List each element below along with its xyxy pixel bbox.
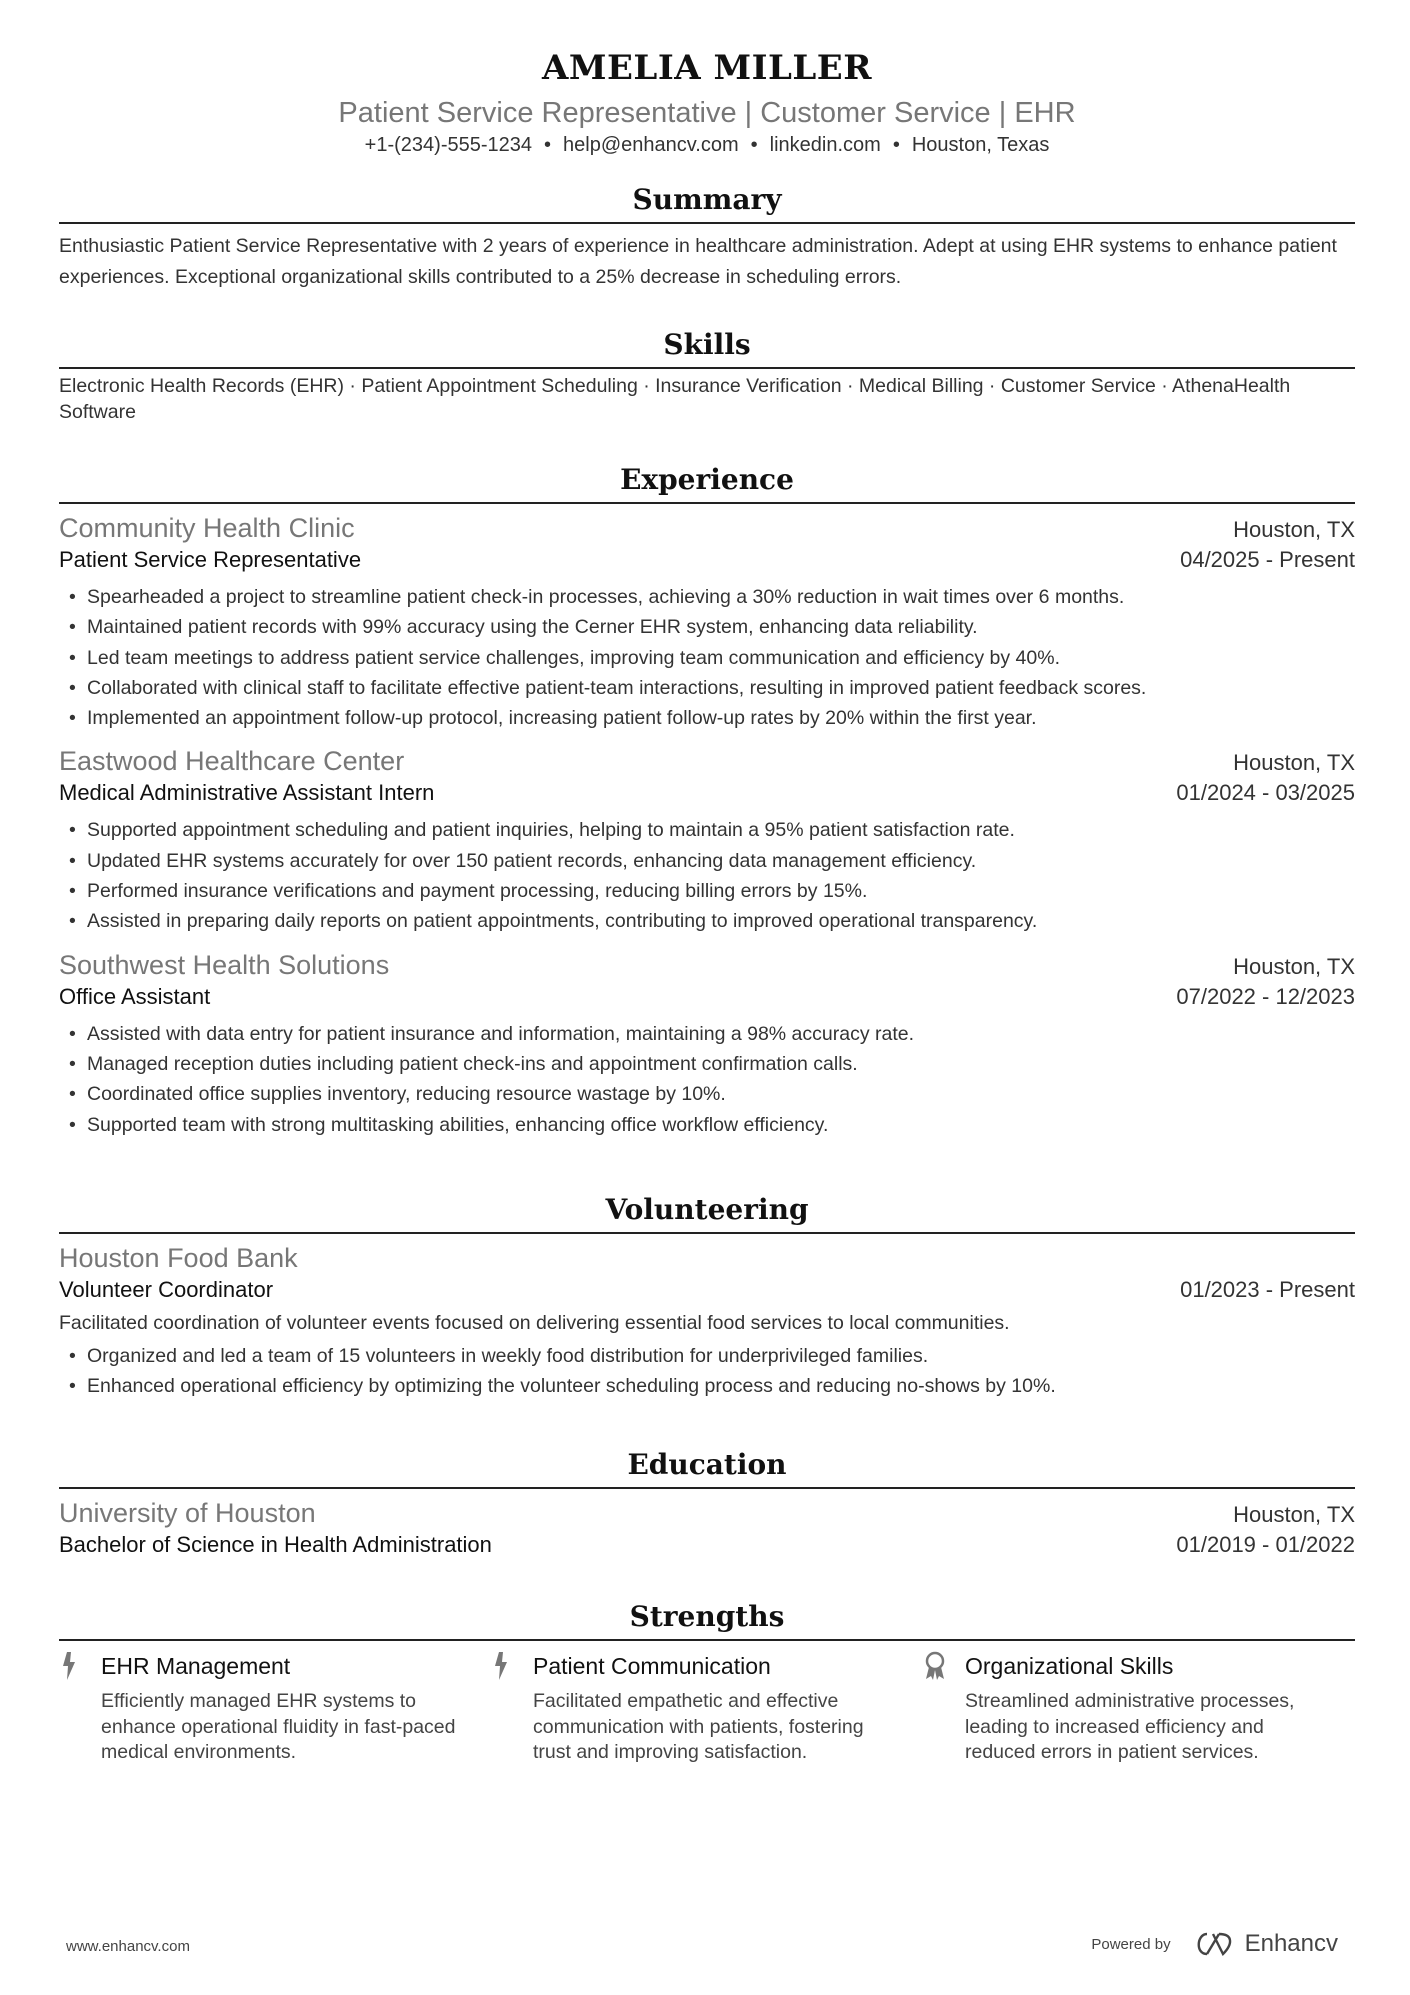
email-link[interactable]: help@enhancv.com — [563, 134, 739, 156]
enhancv-logo — [1193, 1930, 1338, 1958]
volunteering-section — [59, 1190, 1355, 1401]
company-name: Eastwood Healthcare Center — [59, 746, 405, 777]
section-title: Education — [627, 1448, 787, 1481]
headline: Patient Service Representative | Customer Service | EHR — [338, 97, 1076, 129]
section-title: Volunteering — [605, 1193, 809, 1226]
job-entry — [59, 743, 1355, 936]
degree: Bachelor of Science in Health Administration — [59, 1532, 492, 1557]
bullet: • Coordinated office supplies inventory, reducing resource wastage by 10%. — [59, 1079, 1355, 1109]
bullet: • Assisted in preparing daily reports on patient appointments, contributing to improved operational transparency. — [59, 906, 1355, 936]
strength-title: EHR Management — [101, 1653, 291, 1679]
location: Houston, TX — [1233, 517, 1355, 542]
divider — [59, 1487, 1355, 1489]
strength-item — [59, 1649, 491, 1766]
bullet: • Maintained patient records with 99% accuracy using the Cerner EHR system, enhancing data reliability. — [59, 612, 1355, 642]
divider — [59, 1639, 1355, 1641]
dates: 01/2024 - 03/2025 — [1176, 780, 1355, 806]
website-link[interactable]: www.enhancv.com — [66, 1938, 190, 1955]
section-title: Experience — [620, 463, 794, 496]
bullet: • Organized and led a team of 15 volunteers in weekly food distribution for underprivileged families. — [59, 1341, 1355, 1371]
divider — [59, 222, 1355, 224]
job-entry — [59, 947, 1355, 1140]
divider — [59, 1232, 1355, 1234]
section-title: Skills — [663, 328, 751, 361]
company-name: Community Health Clinic — [59, 513, 355, 543]
strength-description: Facilitated empathetic and effective communication with patients, fostering trust and improving satisfaction. — [533, 1690, 864, 1763]
strength-item — [491, 1649, 923, 1766]
description: Facilitated coordination of volunteer events focused on delivering essential food services to local communities. — [59, 1312, 1010, 1334]
candidate-name: AMELIA MILLER — [542, 48, 872, 88]
education-section — [59, 1445, 1355, 1563]
dates: 04/2025 - Present — [1180, 547, 1355, 572]
section-title: Strengths — [629, 1600, 785, 1633]
location: Houston, Texas — [911, 134, 1050, 156]
strengths-section — [59, 1597, 1355, 1766]
job-entry — [59, 510, 1355, 733]
powered-by-label: Powered by — [1091, 1935, 1171, 1953]
bullet: • Updated EHR systems accurately for over 150 patient records, enhancing data management efficiency. — [59, 846, 1355, 876]
summary-text: Enthusiastic Patient Service Representative with 2 years of experience in healthcare administration. Adept at using EHR systems to enhance patient experiences. Exceptional organizational skills contributed to a 25% decrease in scheduling errors. — [59, 235, 1337, 288]
linkedin-link[interactable]: linkedin.com — [769, 134, 881, 156]
job-title: Medical Administrative Assistant Intern — [59, 780, 435, 806]
dates: 01/2023 - Present — [1180, 1277, 1355, 1302]
bullet: • Performed insurance verifications and payment processing, reducing billing errors by 15%. — [59, 876, 1355, 906]
company-name: Southwest Health Solutions — [59, 949, 390, 980]
enhancv-logo-icon — [1193, 1931, 1237, 1957]
strength-description: Efficiently managed EHR systems to enhance operational fluidity in fast-paced medical environments. — [101, 1690, 456, 1763]
strength-title: Patient Communication — [533, 1653, 771, 1679]
skills-text: Electronic Health Records (EHR) · Patient Appointment Scheduling · Insurance Verification · Medical Billing · Customer Service · AthenaHealth Software — [59, 375, 1291, 423]
bullet: • Enhanced operational efficiency by optimizing the volunteer scheduling process and reducing no-shows by 10%. — [59, 1371, 1355, 1401]
lightning-icon — [59, 1649, 101, 1766]
bullet: • Supported appointment scheduling and patient inquiries, helping to maintain a 95% patient satisfaction rate. — [59, 815, 1355, 845]
strength-title: Organizational Skills — [965, 1653, 1174, 1679]
dates: 01/2019 - 01/2022 — [1176, 1532, 1355, 1557]
summary-section — [59, 180, 1355, 292]
bullet: • Led team meetings to address patient service challenges, improving team communication and efficiency by 40%. — [59, 643, 1355, 673]
organization-name: Houston Food Bank — [59, 1243, 298, 1273]
bullet: • Managed reception duties including patient check-ins and appointment confirmation calls. — [59, 1049, 1355, 1079]
bullet: • Assisted with data entry for patient insurance and information, maintaining a 98% accuracy rate. — [59, 1019, 1355, 1049]
location: Houston, TX — [1233, 750, 1355, 776]
location: Houston, TX — [1233, 953, 1355, 979]
location: Houston, TX — [1233, 1502, 1355, 1527]
strength-item — [923, 1649, 1355, 1766]
dates: 07/2022 - 12/2023 — [1176, 983, 1355, 1009]
divider — [59, 367, 1355, 369]
bullet: • Collaborated with clinical staff to facilitate effective patient-team interactions, resulting in improved patient feedback scores. — [59, 673, 1355, 703]
role: Volunteer Coordinator — [59, 1277, 274, 1302]
brand-name: Enhancv — [1244, 1930, 1338, 1957]
bullet: • Spearheaded a project to streamline patient check-in processes, achieving a 30% reduction in wait times over 6 months. — [59, 582, 1355, 612]
award-icon — [923, 1649, 965, 1766]
skills-section — [59, 325, 1355, 425]
powered-by — [1091, 1930, 1338, 1958]
strength-description: Streamlined administrative processes, leading to increased efficiency and reduced errors in patient services. — [965, 1690, 1295, 1763]
school-name: University of Houston — [59, 1498, 316, 1528]
contact-info: +1-(234)-555-1234 • help@enhancv.com • linkedin.com • Houston, Texas — [364, 134, 1050, 156]
bullet: • Implemented an appointment follow-up protocol, increasing patient follow-up rates by 20% within the first year. — [59, 703, 1355, 733]
job-title: Office Assistant — [59, 983, 211, 1009]
job-title: Patient Service Representative — [59, 547, 362, 572]
divider — [59, 502, 1355, 504]
bullet: • Supported team with strong multitasking abilities, enhancing office workflow efficiency. — [59, 1110, 1355, 1140]
phone: +1-(234)-555-1234 — [364, 134, 533, 156]
experience-section — [59, 460, 1355, 1140]
lightning-icon — [491, 1649, 533, 1766]
section-title: Summary — [632, 183, 782, 216]
